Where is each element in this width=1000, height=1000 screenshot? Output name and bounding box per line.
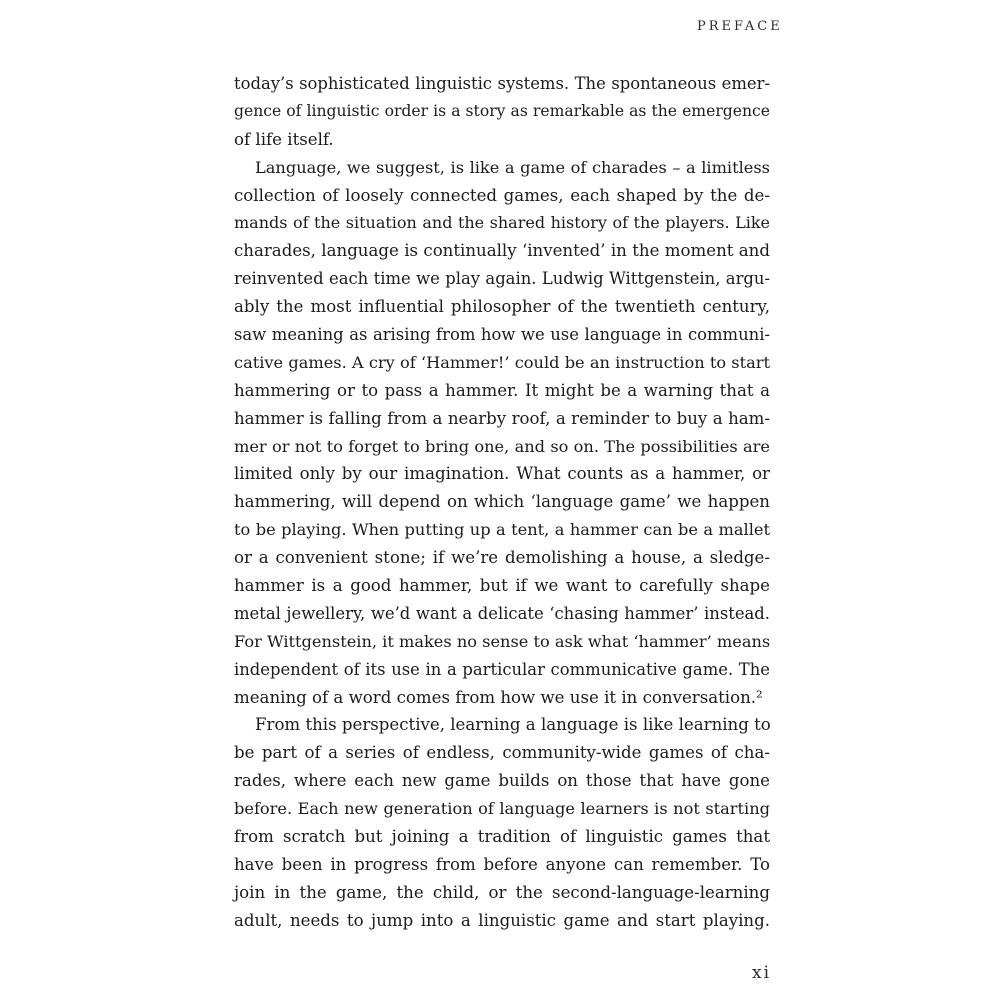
text-line: rades, where each new game builds on those that have gone (234, 771, 770, 791)
paragraph-2 (234, 154, 770, 712)
text-line: hammering, will depend on which ‘language game’ we happen (234, 492, 770, 512)
text-line: collection of loosely connected games, each shaped by the de- (234, 185, 770, 205)
text-line: to be playing. When putting up a tent, a hammer can be a mallet (234, 520, 770, 540)
text-line: saw meaning as arising from how we use language in communi- (234, 325, 770, 345)
text-line: reinvented each time we play again. Ludwig Wittgenstein, argu- (234, 269, 770, 289)
body-text (234, 70, 770, 935)
text-line: For Wittgenstein, it makes no sense to ask what ‘hammer’ means (234, 631, 771, 651)
text-line: hammer is falling from a nearby roof, a reminder to buy a ham- (234, 408, 770, 428)
text-line: before. Each new generation of language learners is not starting (234, 799, 770, 819)
text-line: mer or not to forget to bring one, and so on. The possibilities are (234, 436, 770, 456)
text-line: of life itself. (234, 129, 334, 149)
text-line: ably the most influential philosopher of the twentieth century, (234, 297, 770, 317)
text-line: Language, we suggest, is like a game of charades – a limitless (255, 157, 770, 177)
text-line: mands of the situation and the shared history of the players. Like (234, 213, 770, 233)
text-line: limited only by our imagination. What counts as a hammer, or (234, 464, 770, 484)
text-line: adult, needs to jump into a linguistic game and start playing. (234, 910, 770, 930)
text-line: metal jewellery, we’d want a delicate ‘chasing hammer’ instead. (234, 603, 770, 623)
page-number: xi (752, 963, 772, 983)
text-line: from scratch but joining a tradition of linguistic games that (234, 827, 770, 847)
text-line: hammering or to pass a hammer. It might be a warning that a (234, 380, 770, 400)
text-line: hammer is a good hammer, but if we want to carefully shape (234, 576, 770, 596)
paragraph-1 (234, 70, 770, 154)
text-line: be part of a series of endless, community-wide games of cha- (234, 743, 770, 763)
text-line: cative games. A cry of ‘Hammer!’ could be an instruction to start (234, 352, 770, 372)
text-line: meaning of a word comes from how we use it in conversation.² (234, 687, 763, 707)
text-line: From this perspective, learning a language is like learning to (255, 715, 771, 735)
text-line: independent of its use in a particular communicative game. The (234, 659, 770, 679)
text-line: join in the game, the child, or the second-language-learning (234, 882, 770, 902)
text-line: today’s sophisticated linguistic systems. The spontaneous emer- (234, 74, 770, 93)
text-line: have been in progress from before anyone can remember. To (234, 854, 770, 874)
paragraph-3 (234, 711, 770, 934)
text-line: charades, language is continually ‘invented’ in the moment and (234, 241, 770, 261)
text-line: gence of linguistic order is a story as remarkable as the emergence (234, 101, 770, 120)
running-head: PREFACE (697, 19, 783, 34)
text-line: or a convenient stone; if we’re demolishing a house, a sledge- (234, 548, 770, 568)
